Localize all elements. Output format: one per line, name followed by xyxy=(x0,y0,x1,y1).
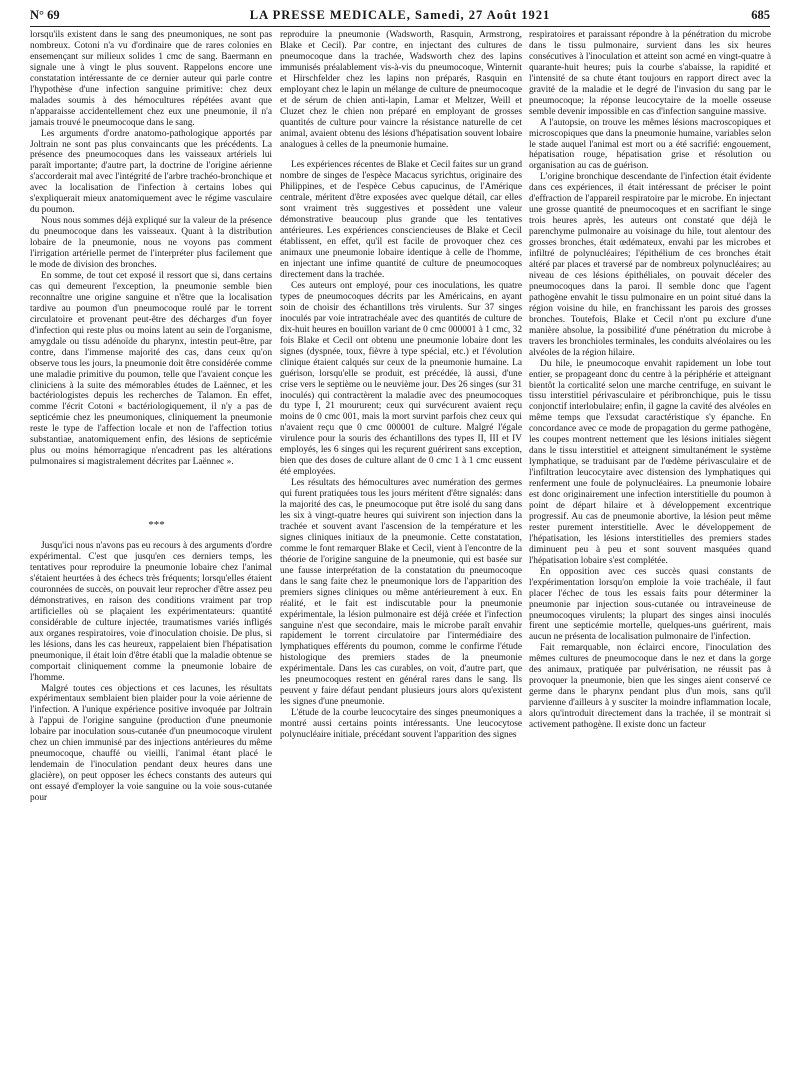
paragraph: A l'autopsie, on trouve les mêmes lésions macroscopiques et microscopiques que dans la pneumonie humaine, variables selon le stade auquel l'animal est mort ou a été sacrifié: engouement, hépatisation rouge, hépatisation grise et résolution ou organisation au cas de guérison. xyxy=(529,117,771,172)
paragraph: En somme, de tout cet exposé il ressort que si, dans certains cas qui demeurent l'exception, la pneumonie semble bien reconnaître une origine sanguine et n'être que la localisation tardive au poumon d'un pneumocoque roulé par le torrent circulatoire et provenant peut-être des décharges d'un foyer d'infection qui reste plus ou moins latent au sein de l'organisme, amygdale ou tissu adénoïde du pharynx, intestin peut-être, par contre, dans l'immense majorité des cas, dans ceux qu'on observe tous les jours, la pneumonie doit être considérée comme une maladie primitive du poumon, telle que l'avaient conçue les cliniciens à la suite des mémorables études de Laënnec, et les bactériologistes depuis les recherches de Talamon. En effet, comme l'écrit Cotoni « bactériologiquement, il n'y a pas de septicémie chez les pneumoniques, cliniquement la pneumonie reste le type de l'affection locale et non de l'affection totius substantiae, anatomiquement enfin, des lésions de septicémie plus ou moins hémorragique n'encadrent pas les altérations pulmonaires si magistralement décrites par Laënnec ». xyxy=(30,270,272,468)
paragraph: Jusqu'ici nous n'avons pas eu recours à des arguments d'ordre expérimental. C'est que jusqu'en ces derniers temps, les tentatives pour reproduire la pneumonie lobaire chez l'animal s'étaient heurtées à des échecs très fréquents; lorsqu'elles étaient couronnées de succès, on pouvait leur reprocher d'être assez peu démonstratives, en raison des conditions vraiment par trop artificielles où se plaçaient les expérimentateurs: quantité considérable de culture injectée, traumatismes variés infligés aux organes respiratoires, voie d'inoculation choisie. De plus, si les lésions, dans les cas heureux, rappelaient bien l'hépatisation pneumonique, il était loin d'être établi que la maladie obtenue se comportait cliniquement comme la pneumonie lobaire de l'homme. xyxy=(30,541,272,683)
paragraph: Les arguments d'ordre anatomo-pathologique apportés par Joltrain ne sont pas plus convaincants que les précédents. La présence des pneumocoques dans les vaisseaux artériels lui paraît importante; d'autre part, la doctrine de l'origine aérienne s'accorderait mal avec l'intégrité de l'arbre trachéo-bronchique et avec la localisation de l'infection à certains lobes qui s'expliquerait mieux anatomiquement avec le régime vasculaire du poumon. xyxy=(30,128,272,216)
paragraph: lorsqu'ils existent dans le sang des pneumoniques, ne sont pas nombreux. Cotoni n'a vu d'ordinaire que de rares colonies en ensemençant sur milieux solides 1 cmc de sang. Baermann en signale une à vingt le plus souvent. Rappelons encore une constatation intéressante de ce dernier auteur qui parle contre l'hypothèse d'une infection sanguine primitive: chez deux malades soumis à des hémocultures répétées avant que n'apparaisse accidentellement chez eux une pneumonie, il n'a jamais trouvé le pneumocoque dans le sang. xyxy=(30,30,272,128)
paragraph: Nous nous sommes déjà expliqué sur la valeur de la présence du pneumocoque dans les vaisseaux. Quant à la distribution lobaire de la pneumonie, nous ne voyons pas comment l'irrigation artérielle permet de l'interpréter plus facilement que le mode de division des bronches. xyxy=(30,216,272,271)
paragraph: Ces auteurs ont employé, pour ces inoculations, les quatre types de pneumocoques décrits par les Américains, en ayant soin de choisir des échantillons très virulents. Sur 37 singes inoculés par voie intratrachéale avec des quantités de culture de dix-huit heures en bouillon variant de 0 cmc 000001 à 1 cmc, 32 fois Blake et Cecil ont obtenu une pneumonie lobaire dont les signes (dyspnée, toux, fièvre à type spécial, etc.) et l'évolution clinique étaient calqués sur ceux de la pneumonie humaine. La guérison, lorsqu'elle se produit, est précédée, là aussi, d'une crise vers le septième ou le neuvième jour. Des 26 singes (sur 31 inoculés) qui contractèrent la maladie avec des pneumocoques du type I, 21 moururent; ceux qui survécurent avaient reçu moins de 0 cmc 001, mais la mort survint parfois chez ceux qui n'avaient reçu que 0 cmc 000001 de culture. Malgré l'égale virulence pour la souris des échantillons des types II, III et IV employés, les 6 singes qui les reçurent guérirent sans exception, bien que des doses de culture allant de 0 cmc 1 à 1 cmc eussent été employées. xyxy=(280,280,522,478)
paragraph: Fait remarquable, non éclairci encore, l'inoculation des mêmes cultures de pneumocoque dans le nez et dans la gorge des animaux, pratiquée par pulvérisation, ne réussit pas à provoquer la pneumonie, bien que les singes aient conservé ce germe dans le pharynx pendant plus d'un mois, sans qu'il parvienne d'ailleurs à y susciter la moindre inflammation locale, alors qu'introduit directement dans la trachée, il se montrait si activement pathogène. Il existe donc un facteur xyxy=(529,643,771,731)
journal-title: LA PRESSE MEDICALE, Samedi, 27 Août 1921 xyxy=(249,8,551,22)
paragraph: Malgré toutes ces objections et ces lacunes, les résultats expérimentaux semblaient bien plaider pour la voie aérienne de l'infection. A l'unique expérience positive invoquée par Joltrain à l'appui de l'origine sanguine (production d'une pneumonie lobaire par inoculation sous-cutanée d'un pneumocoque virulent chez un chien immunisé par des injections antérieures du même pneumocoque, chauffé ou vieilli, l'animal étant placé le lendemain de l'inoculation pendant deux heures dans une glacière), on peut opposer les échecs constants des auteurs qui ont essayé d'employer la voie sanguine ou la voie sous-cutanée pour xyxy=(30,683,272,804)
column-left xyxy=(30,30,272,804)
paragraph: L'origine bronchique descendante de l'infection était évidente dans ces expériences, il était intéressant de préciser le point d'effraction de l'appareil respiratoire par le microbe. En injectant une grosse quantité de pneumocoques et en sacrifiant le singe trois heures après, les auteurs ont constaté que déjà le parenchyme pulmonaire au voisinage du hile, tout alentour des grosses bronches, était œdémateux, envahi par les microbes et infiltré de polynucléaires; l'épithélium de ces bronches était altéré par places et traversé par de nombreux polynucléaires; au niveau de ces lésions épithéliales, on pouvait déceler des pneumocoques dans la paroi. Il semble donc que l'agent pathogène envahit le tissu pulmonaire en un point situé dans la région voisine du hile, en franchissant les parois des grosses bronches. Toutefois, Blake et Cecil n'ont pu exclure d'une manière absolue, la possibilité d'une pénétration du microbe à travers les bronchioles terminales, les conduits alvéolaires ou les alvéoles de la région hilaire. xyxy=(529,172,771,358)
column-middle xyxy=(280,30,522,741)
paragraph: Les résultats des hémocultures avec numération des germes qui furent pratiquées tous les jours méritent d'être signalés: dans la majorité des cas, le pneumocoque put être isolé du sang dans les six à vingt-quatre heures qui suivirent son injection dans la trachée et souvent avant l'ascension de la température et les signes cliniques initiaux de la pneumonie. Cette constatation, comme le font remarquer Blake et Cecil, vient à l'encontre de la théorie de l'origine sanguine de la pneumonie, qui est basée sur une fausse interprétation de la constatation du pneumocoque dans le sang faite chez le pneumonique lors de l'apparition des premiers signes cliniques ou même antérieurement à eux. En réalité, et le fait est indiscutable pour la pneumonie expérimentale, la lésion pulmonaire est déjà créée et l'infection sanguine n'est que secondaire, mais le microbe paraît envahir rapidement le torrent circulatoire par l'intermédiaire des lymphatiques efférents du poumon, comme le confirme l'étude histologique des premiers stades de la pneumonie expérimentale. Dans les cas curables, on voit, d'autre part, que les pneumocoques restent en général rares dans le sang. Ils peuvent y faire défaut pendant plusieurs jours alors qu'existent les signes d'une pneumonie. xyxy=(280,478,522,708)
column-right xyxy=(529,30,771,731)
paragraph: L'étude de la courbe leucocytaire des singes pneumoniques a montré aussi certains points intéressants. Une leucocytose polynucléaire initiale, précédant souvent l'apparition des signes xyxy=(280,708,522,741)
page-number: 685 xyxy=(751,8,770,22)
section-separator: *** xyxy=(148,519,165,532)
page-header xyxy=(30,6,770,27)
paragraph: Du hile, le pneumocoque envahit rapidement un lobe tout entier, se propageant donc du centre à la périphérie et atteignant bientôt la corticalité selon une marche centrifuge, en suivant le tissu interstitiel périvasculaire et péribronchique, puis le tissu conjonctif interlobulaire; enfin, il gagne la cavité des alvéoles en même temps que l'exsudat caractéristique s'y épanche. En concordance avec ce mode de propagation du germe pathogène, les coupes montrent nettement que les lésions initiales siègent dans le tissu interstitiel et atteignent simultanément le système lymphatique, se traduisant par de l'œdème périvasculaire et de l'infiltration leucocytaire avec distension des lymphatiques qui renferment une foule de polynucléaires. La pneumonie lobaire est donc originairement une infection interstitielle du poumon à point de départ hilaire et à développement excentrique progressif. Au cas de pneumonie abortive, la lésion peut même rester purement interstitielle. Avec le développement de l'hépatisation, les lésions interstitielles des premiers stades diminuent peu à peu et sont souvent masquées quand l'hépatisation lobaire s'est complétée. xyxy=(529,358,771,566)
paragraph: reproduire la pneumonie (Wadsworth, Rasquin, Armstrong, Blake et Cecil). Par contre, en injectant des cultures de pneumocoque dans la trachée, Wadsworth chez des lapins immunisés préalablement vis-à-vis du pneumocoque, Winternit et Hirschfelder chez les lapins non préparés, Rasquin en employant chez le lapin un mélange de culture de pneumocoque et de sérum de chien anti-lapin, Lamar et Meltzer, Weill et Cluzet chez le chien non préparé en employant de grosses quantités de culture pour vaincre la résistance naturelle de cet animal, avaient obtenu des lésions d'hépatisation souvent lobaire analogues à celles de la pneumonie humaine. xyxy=(280,30,522,150)
issue-number: N° 69 xyxy=(30,8,60,22)
paragraph: respiratoires et paraissant répondre à la pénétration du microbe dans le tissu pulmonaire, survient dans les six heures consécutives à l'inoculation et atteint son acmé en vingt-quatre à quarante-huit heures; puis la courbe s'abaisse, la rapidité et l'intensité de sa chute étant toujours en rapport direct avec la gravité de la maladie et le degré de l'invasion du sang par le pneumocoque; la réponse leucocytaire de la moelle osseuse semble devenir impossible en cas d'infection sanguine massive. xyxy=(529,30,771,117)
paragraph: En opposition avec ces succès quasi constants de l'expérimentation lorsqu'on emploie la voie trachéale, il faut placer l'échec de tous les essais faits pour déterminer la pneumonie par injection sous-cutanée ou intraveineuse de pneumocoques virulents; la plupart des singes ainsi inoculés firent une septicémie mortelle, quelques-uns guérirent, mais aucun ne présenta de localisation pulmonaire de l'infection. xyxy=(529,566,771,643)
paragraph: Les expériences récentes de Blake et Cecil faites sur un grand nombre de singes de l'espèce Macacus syrichtus, originaire des Philippines, et de l'espèce Cebus capucinus, de l'Amérique centrale, méritent d'être exposées avec quelque détail, car elles sont vraiment très suggestives et possèdent une valeur démonstrative beaucoup plus grande que les tentatives antérieures. Les expériences consciencieuses de Blake et Cecil établissent, en effet, qu'il est facile de provoquer chez ces animaux une pneumonie lobaire identique à celle de l'homme, en injectant une infime quantité de culture de pneumocoques directement dans la trachée. xyxy=(280,160,522,281)
